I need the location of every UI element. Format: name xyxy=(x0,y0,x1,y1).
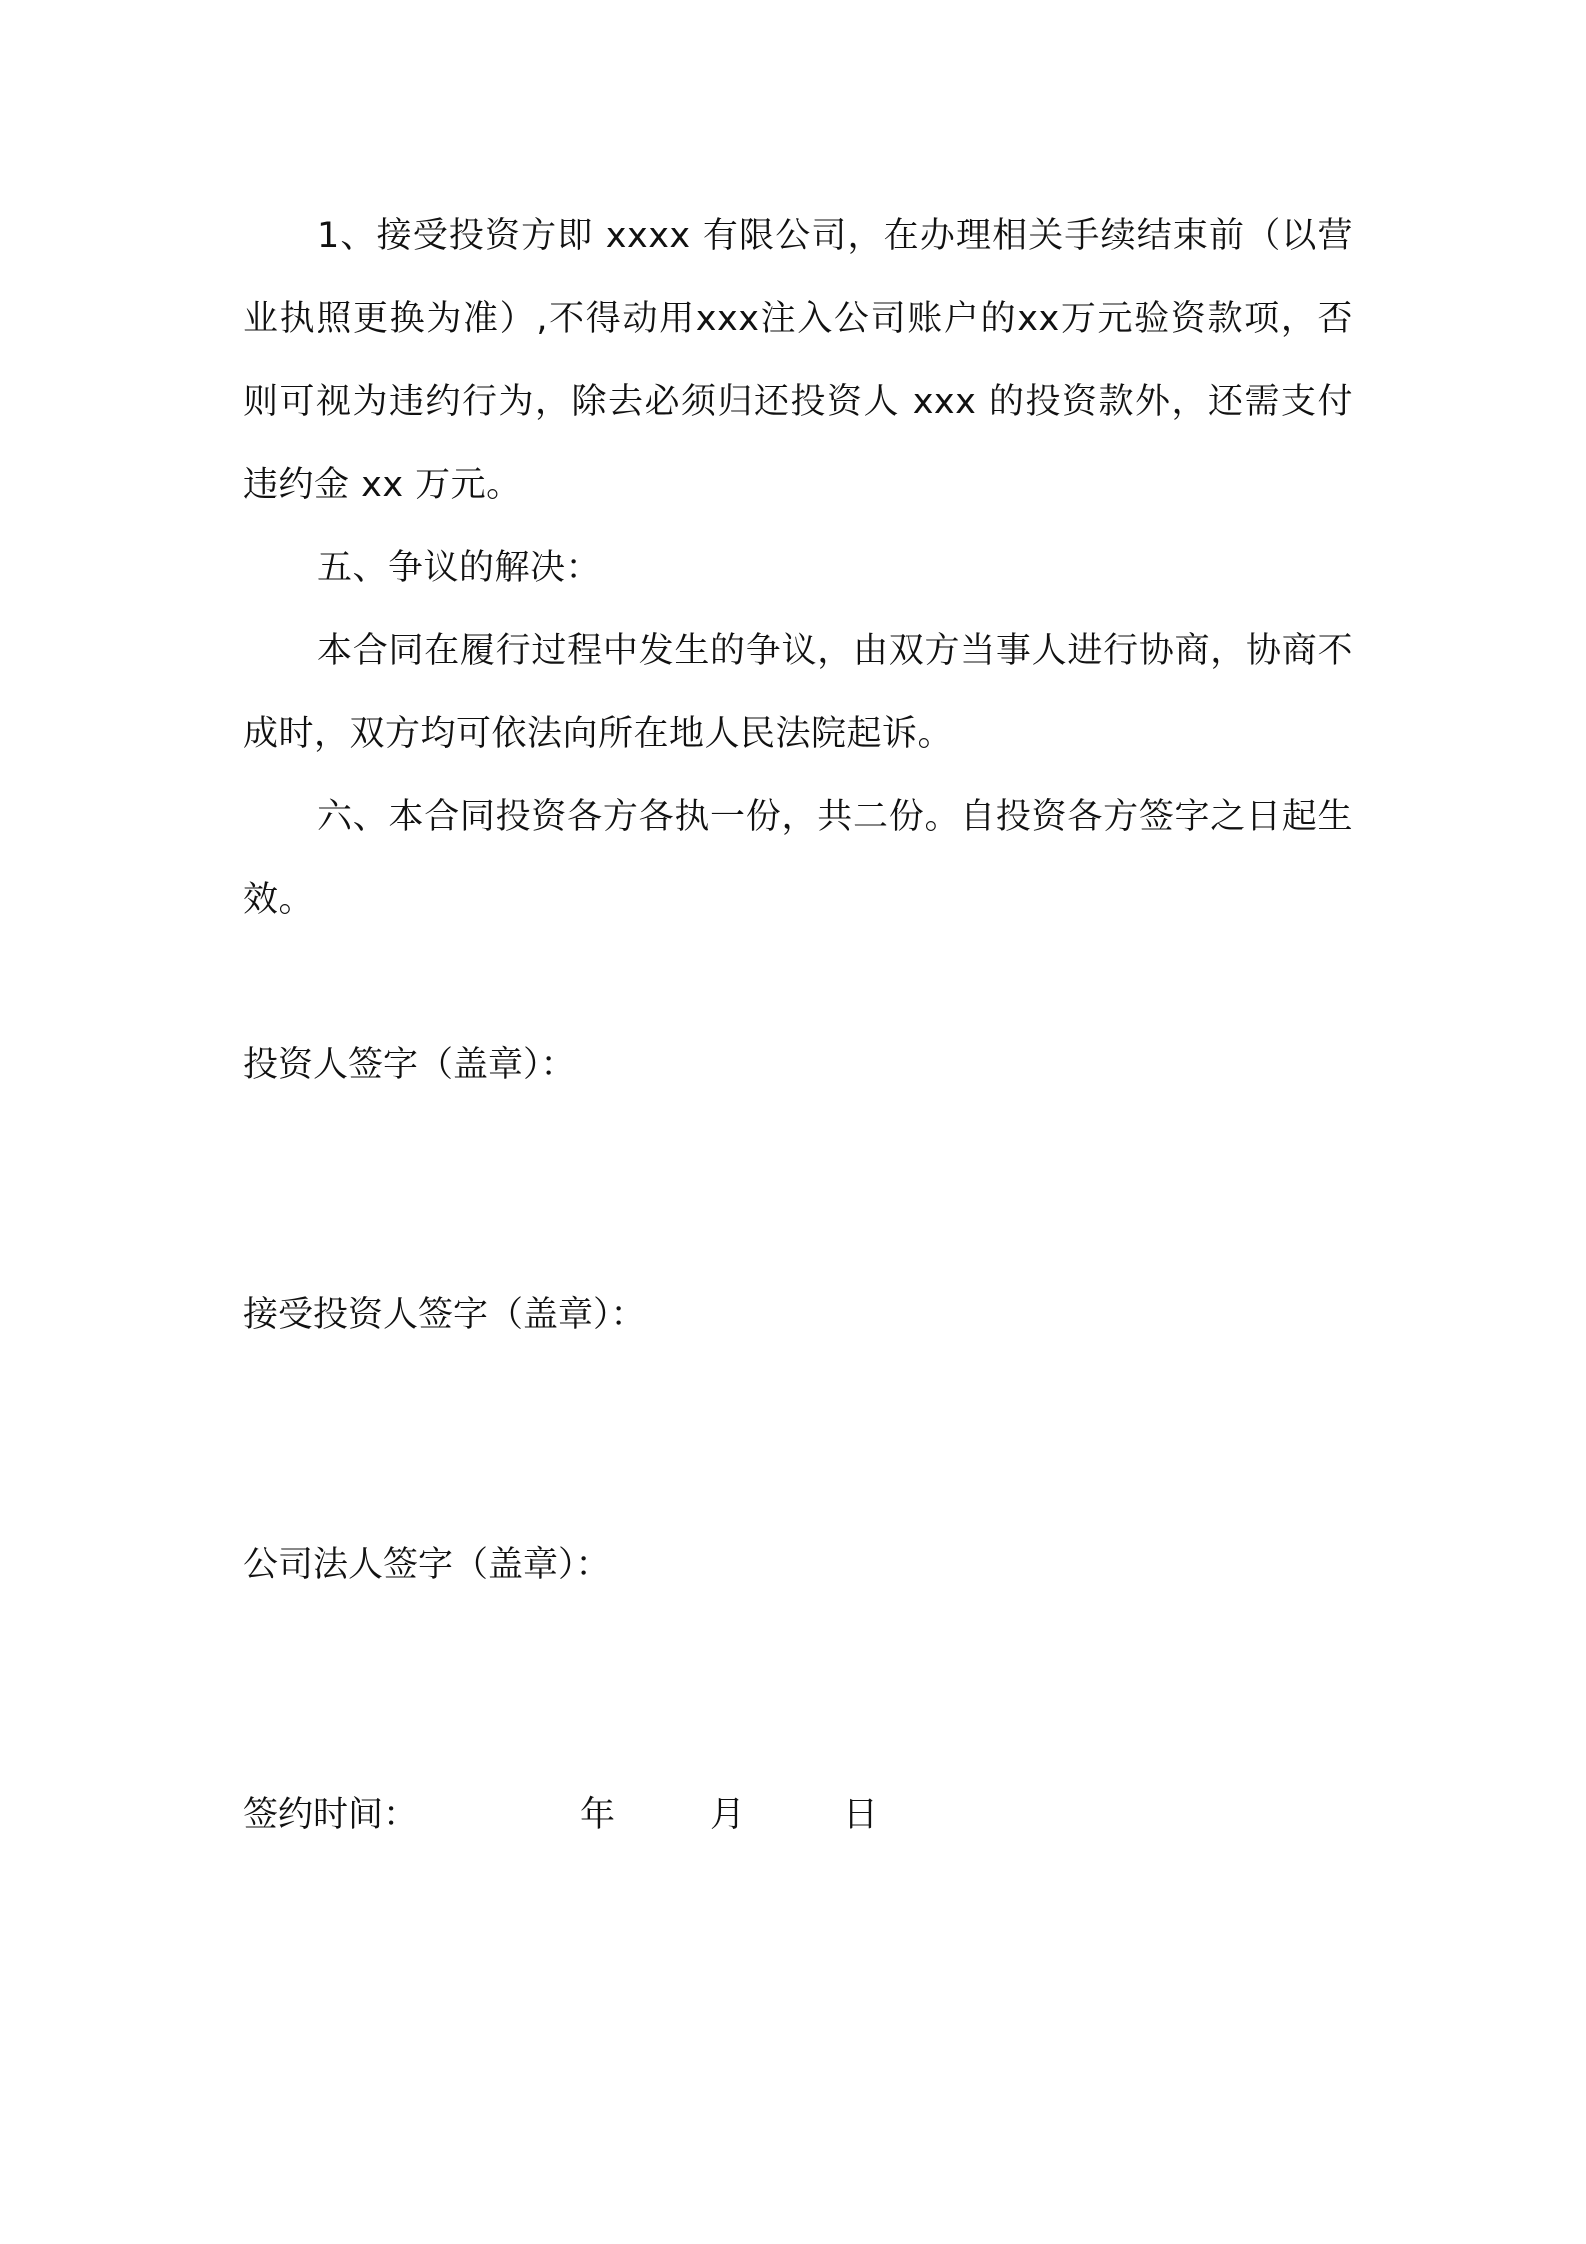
investee-signature-label: 接受投资人签字（盖章）： xyxy=(243,1295,646,1335)
clause-breach: 1、接受投资方即 xxxx 有限公司，在办理相关手续结束前（以营业执照更换为准）,不得动用xxx注入公司账户的xx万元验资款项，否则可视为违约行为，除去必须归还投资人 xxx 的投资款外，还需支付违约金 xx 万元。 xyxy=(243,216,1353,505)
date-year-label: 年 xyxy=(580,1795,616,1835)
clause-dispute-resolution: 本合同在履行过程中发生的争议，由双方当事人进行协商，协商不成时，双方均可依法向所在地人民法院起诉。 xyxy=(243,631,1353,754)
date-day-label: 日 xyxy=(843,1795,879,1835)
section-copies-effect: 六、本合同投资各方各执一份，共二份。自投资各方签字之日起生效。 xyxy=(243,797,1353,920)
section-dispute-heading: 五、争议的解决： xyxy=(317,548,602,588)
legal-rep-signature-label: 公司法人签字（盖章）： xyxy=(243,1545,611,1585)
contract-body xyxy=(243,195,1353,942)
date-month-label: 月 xyxy=(710,1795,746,1835)
investor-signature-label: 投资人签字（盖章）： xyxy=(243,1045,576,1085)
signing-date-label: 签约时间： xyxy=(243,1795,419,1835)
